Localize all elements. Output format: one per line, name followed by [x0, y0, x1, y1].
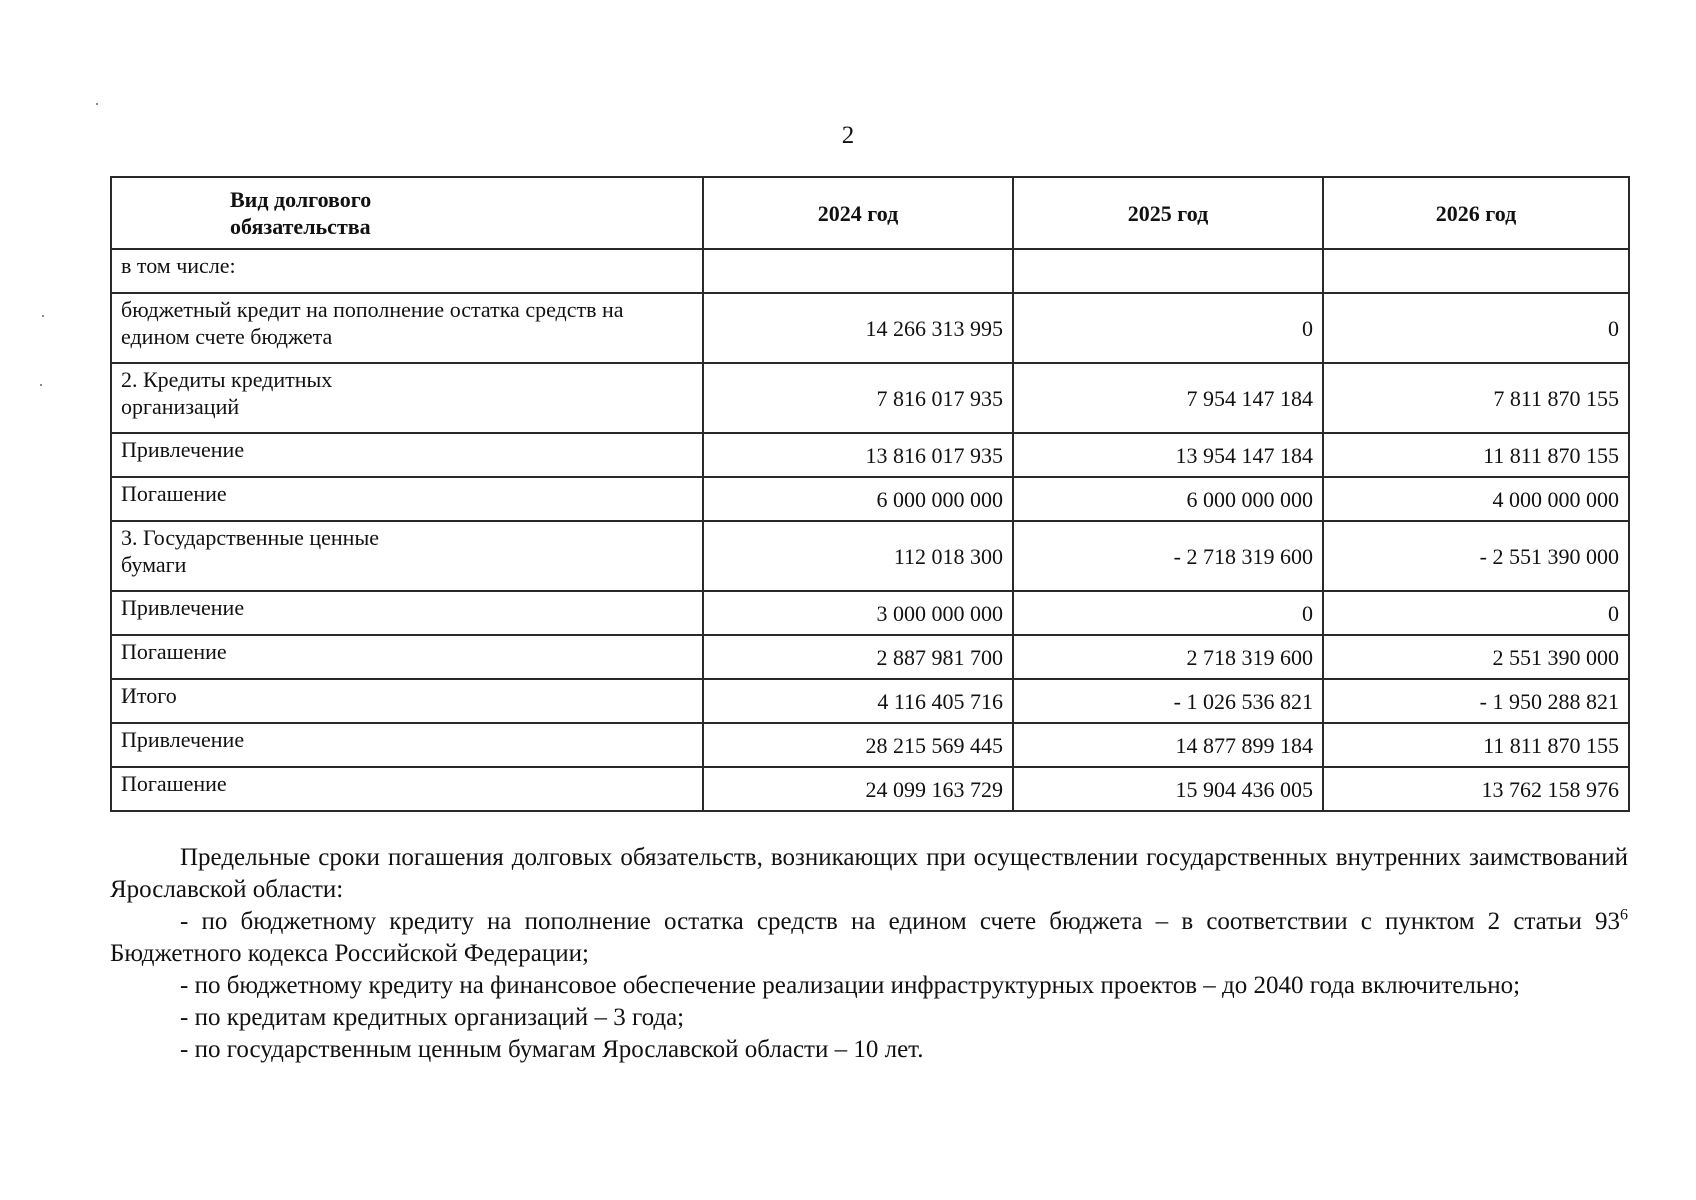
table-row	[111, 363, 1629, 433]
value-2025: 13 954 147 184	[1013, 433, 1323, 477]
row-label: 2. Кредиты кредитных организаций	[111, 363, 703, 433]
table-row	[111, 723, 1629, 767]
term-budget-credit-balance-text: - по бюджетному кредиту на пополнение остатка средств на едином счете бюджета – в соответствии с пунктом 2 статьи 93	[180, 908, 1620, 935]
repayment-terms-text	[110, 842, 1628, 1066]
term-budget-credit-balance	[110, 906, 1628, 970]
header-2026: 2026 год	[1323, 177, 1629, 249]
value-2024	[703, 249, 1013, 293]
value-2026: 4 000 000 000	[1323, 477, 1629, 521]
page-number: 2	[841, 122, 855, 149]
value-2025: - 1 026 536 821	[1013, 679, 1323, 723]
repayment-terms-intro: Предельные сроки погашения долговых обязательств, возникающих при осуществлении государственных внутренних заимствований Ярославской области:	[110, 844, 1628, 903]
table-row	[111, 477, 1629, 521]
value-2026: 7 811 870 155	[1323, 363, 1629, 433]
term-securities: - по государственным ценным бумагам Ярославской области – 10 лет.	[180, 1036, 924, 1063]
value-2025: 0	[1013, 591, 1323, 635]
value-2025: - 2 718 319 600	[1013, 521, 1323, 591]
term-infrastructure-credit: - по бюджетному кредиту на финансовое обеспечение реализации инфраструктурных проектов – до 2040 года включительно;	[180, 972, 1521, 999]
header-2024: 2024 год	[703, 177, 1013, 249]
value-2025: 2 718 319 600	[1013, 635, 1323, 679]
value-2024: 28 215 569 445	[703, 723, 1013, 767]
value-2024: 112 018 300	[703, 521, 1013, 591]
value-2024: 24 099 163 729	[703, 767, 1013, 811]
article-superscript: 6	[1620, 906, 1628, 924]
table-row	[111, 591, 1629, 635]
row-label: Погашение	[111, 767, 703, 811]
table-row	[111, 293, 1629, 363]
value-2026: 0	[1323, 591, 1629, 635]
row-label: 3. Государственные ценные бумаги	[111, 521, 703, 591]
value-2024: 4 116 405 716	[703, 679, 1013, 723]
header-debt-type: Вид долгового обязательства	[111, 177, 703, 249]
table-row	[111, 249, 1629, 293]
stray-mark-left-2	[40, 384, 42, 386]
value-2026	[1323, 249, 1629, 293]
value-2026: 0	[1323, 293, 1629, 363]
table-row	[111, 767, 1629, 811]
value-2025	[1013, 249, 1323, 293]
row-label: Итого	[111, 679, 703, 723]
value-2025: 7 954 147 184	[1013, 363, 1323, 433]
value-2025: 14 877 899 184	[1013, 723, 1323, 767]
value-2024: 6 000 000 000	[703, 477, 1013, 521]
row-label: в том числе:	[111, 249, 703, 293]
value-2025: 0	[1013, 293, 1323, 363]
header-2025: 2025 год	[1013, 177, 1323, 249]
table-row	[111, 433, 1629, 477]
table-row	[111, 521, 1629, 591]
row-label: Привлечение	[111, 433, 703, 477]
value-2026: - 2 551 390 000	[1323, 521, 1629, 591]
stray-mark-left-1	[42, 315, 44, 317]
value-2024: 7 816 017 935	[703, 363, 1013, 433]
value-2024: 13 816 017 935	[703, 433, 1013, 477]
value-2025: 6 000 000 000	[1013, 477, 1323, 521]
row-label: Погашение	[111, 635, 703, 679]
value-2026: 11 811 870 155	[1323, 723, 1629, 767]
value-2024: 3 000 000 000	[703, 591, 1013, 635]
value-2024: 2 887 981 700	[703, 635, 1013, 679]
table-row	[111, 679, 1629, 723]
value-2026: 11 811 870 155	[1323, 433, 1629, 477]
value-2026: - 1 950 288 821	[1323, 679, 1629, 723]
term-bank-credits: - по кредитам кредитных организаций – 3 года;	[180, 1004, 685, 1031]
stray-mark-top	[96, 103, 98, 105]
debt-table	[110, 176, 1630, 812]
value-2026: 2 551 390 000	[1323, 635, 1629, 679]
value-2024: 14 266 313 995	[703, 293, 1013, 363]
row-label: Погашение	[111, 477, 703, 521]
table-header-row	[111, 177, 1629, 249]
value-2025: 15 904 436 005	[1013, 767, 1323, 811]
row-label: Привлечение	[111, 591, 703, 635]
table-row	[111, 635, 1629, 679]
row-label: бюджетный кредит на пополнение остатка средств на едином счете бюджета	[111, 293, 703, 363]
row-label: Привлечение	[111, 723, 703, 767]
term-budget-credit-balance-tail: Бюджетного кодекса Российской Федерации;	[110, 940, 589, 967]
value-2026: 13 762 158 976	[1323, 767, 1629, 811]
